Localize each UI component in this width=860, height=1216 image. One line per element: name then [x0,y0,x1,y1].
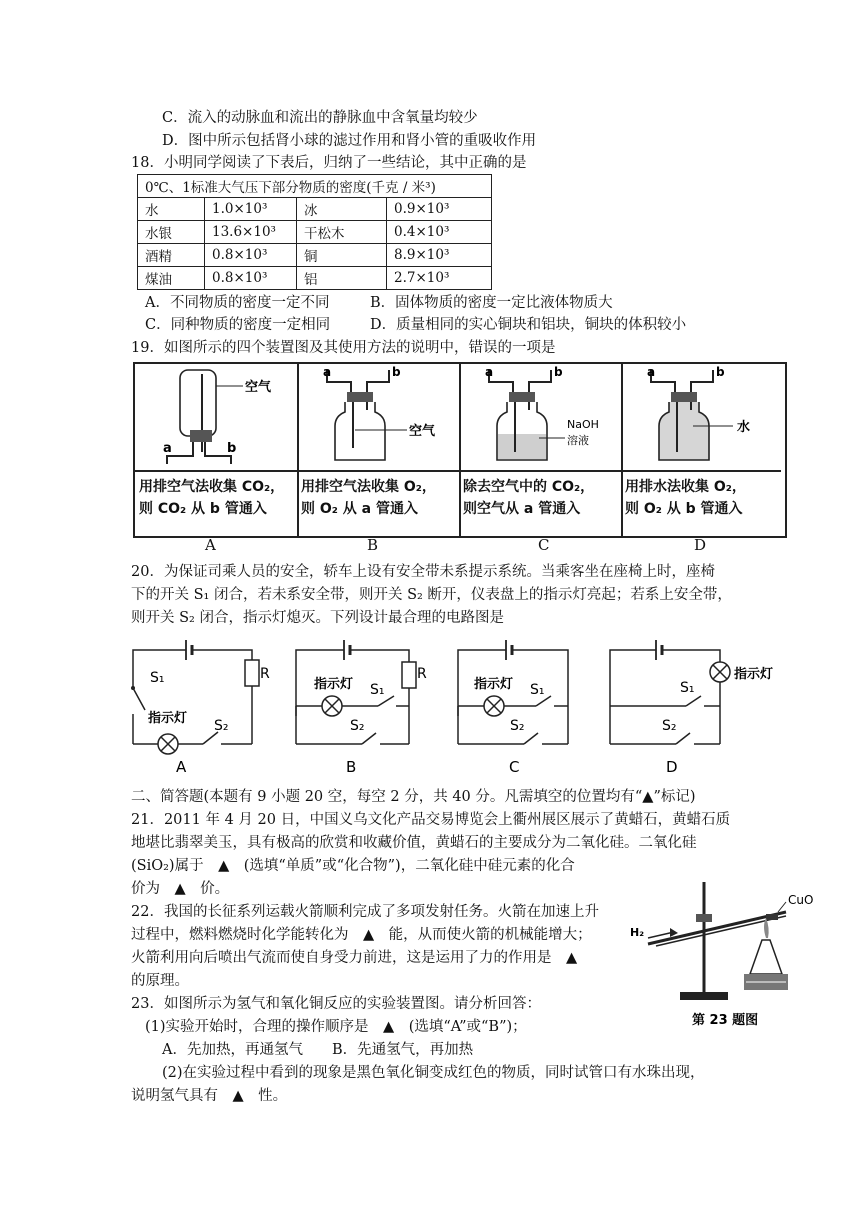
q19-stem: 19．如图所示的四个装置图及其使用方法的说明中，错误的一项是 [131,340,556,356]
panel-caption [139,476,284,520]
table-row [138,244,492,267]
caption-line: 用排空气法收集 CO₂， [139,479,285,495]
caption-line: 则 O₂ 从 a 管通入 [301,501,418,517]
caption-line: 用排水法收集 O₂， [625,479,746,495]
apparatus-panel-c [459,364,623,536]
panel-label-a: A [205,536,216,554]
density-table-title: 0℃、1标准大气压下部分物质的密度(千克 / 米³) [138,175,492,198]
inverted-bottle-diagram [135,364,297,470]
table-cell: 冰 [297,198,387,221]
circuit-label-d: D [666,758,678,776]
panel-caption [625,476,746,520]
s2-label: S₂ [510,718,525,734]
caption-line: 则 O₂ 从 b 管通入 [625,501,743,517]
lamp-label: 指示灯 [474,677,514,692]
tube-b-label: b [554,365,563,379]
q18-option-b: B．固体物质的密度一定比液体物质大 [370,295,613,311]
q21-line-3: (SiO₂)属于 ▲ (选填“单质”或“化合物”)，二氧化硅中硅元素的化合 [131,858,575,874]
q18-stem: 18．小明同学阅读了下表后，归纳了一些结论，其中正确的是 [131,155,527,171]
solution-label: 溶液 [567,434,589,447]
panel-divider [621,470,781,472]
circuit-diagram-a [128,636,283,776]
panel-label-c: C [538,536,550,554]
water-label: 水 [737,420,751,435]
lamp-label: 指示灯 [314,677,354,692]
tube-a-label: a [485,365,494,379]
q21-line-1: 21．2011 年 4 月 20 日，中国义乌文化产品交易博览会上衢州展区展示了黄蜡石，黄蜡石质 [131,812,731,828]
circuit-diagram-c [452,636,582,776]
tube-b-label: b [227,441,237,456]
cuo-label: CuO [788,893,814,907]
r-label: R [260,666,270,682]
caption-line: 用排空气法收集 O₂， [301,479,436,495]
q18-option-d: D．质量相同的实心铜块和铝块，铜块的体积较小 [370,317,687,333]
apparatus-panel-d [621,364,781,536]
q22-line-3: 火箭利用向后喷出气流而使自身受力前进，这是运用了力的作用是 ▲ [131,950,578,966]
caption-line: 则空气从 a 管通入 [463,501,581,517]
h2-label: H₂ [630,926,645,939]
s1-label: S₁ [530,682,545,698]
table-cell: 0.8×10³ [205,267,297,290]
q21-line-2: 地堪比翡翠美玉，具有极高的欣赏和收藏价值，黄蜡石的主要成分为二氧化硅。二氧化硅 [131,835,697,851]
table-cell: 铜 [297,244,387,267]
apparatus-panel-a [135,364,299,536]
q22-line-4: 的原理。 [131,973,189,989]
gas-apparatus-figure [133,362,787,538]
panel-divider [297,470,459,472]
caption-line: 则 CO₂ 从 b 管通入 [139,501,267,517]
s2-label: S₂ [662,718,677,734]
q20-line-3: 则开关 S₂ 闭合，指示灯熄灭。下列设计最合理的电路图是 [131,610,504,626]
tube-a-label: a [323,365,332,379]
table-cell: 干松木 [297,221,387,244]
tube-a-label: a [163,441,172,456]
naoh-bottle-diagram [459,364,621,470]
table-row [138,267,492,290]
water-bottle-diagram [621,364,781,470]
table-cell: 酒精 [138,244,205,267]
tube-b-label: b [716,365,725,379]
table-cell: 8.9×10³ [387,244,492,267]
s1-label: S₁ [680,680,695,696]
hydrogen-reduction-apparatus [626,878,814,1028]
apparatus-panel-b [297,364,461,536]
q23-line-5: 说明氢气具有 ▲ 性。 [131,1088,288,1104]
table-cell: 0.9×10³ [387,198,492,221]
s2-label: S₂ [350,718,365,734]
circuit-label-c: C [509,758,520,776]
circuit-label-a: A [176,758,187,776]
panel-label-d: D [694,536,707,554]
q23-line-3: A．先加热，再通氢气 B．先通氢气，再加热 [162,1042,474,1058]
caption-line: 除去空气中的 CO₂， [463,479,595,495]
panel-caption [301,476,436,520]
table-cell: 0.8×10³ [205,244,297,267]
tube-a-label: a [647,365,656,379]
q17-option-d: D．图中所示包括肾小球的滤过作用和肾小管的重吸收作用 [162,133,537,149]
density-table [137,174,492,290]
table-row [138,221,492,244]
q23-line-4: (2)在实验过程中看到的现象是黑色氧化铜变成红色的物质，同时试管口有水珠出现， [162,1065,705,1081]
air-label: 空气 [245,380,272,395]
bottle-diagram [297,364,459,470]
table-row [138,198,492,221]
tube-b-label: b [392,365,401,379]
figure-caption: 第 23 题图 [692,1013,759,1028]
q22-line-2: 过程中，燃料燃烧时化学能转化为 ▲ 能，从而使火箭的机械能增大； [131,927,592,943]
s1-label: S₁ [150,670,165,686]
table-cell: 1.0×10³ [205,198,297,221]
q17-option-c: C．流入的动脉血和流出的静脉血中含氧量均较少 [162,110,478,126]
panel-label-b: B [367,536,379,554]
table-cell: 13.6×10³ [205,221,297,244]
naoh-label: NaOH [567,418,599,431]
table-cell: 煤油 [138,267,205,290]
s2-label: S₂ [214,718,229,734]
air-label: 空气 [409,424,436,439]
q22-line-1: 22．我国的长征系列运载火箭顺利完成了多项发射任务。火箭在加速上升 [131,904,599,920]
table-cell: 0.4×10³ [387,221,492,244]
table-cell: 铝 [297,267,387,290]
panel-caption [463,476,594,520]
section-2-heading: 二、简答题(本题有 9 小题 20 空，每空 2 分，共 40 分。凡需填空的位置均有“▲”标记) [131,789,696,805]
q21-line-4: 价为 ▲ 价。 [131,881,230,897]
circuit-diagram-b [290,636,440,776]
circuit-diagram-d [604,636,784,776]
q18-option-c: C．同种物质的密度一定相同 [145,317,331,333]
panel-divider [459,470,621,472]
q20-line-2: 下的开关 S₁ 闭合，若未系安全带，则开关 S₂ 断开，仪表盘上的指示灯亮起；若系上安全带， [131,587,732,603]
panel-divider [135,470,297,472]
lamp-label: 指示灯 [148,711,188,726]
table-cell: 水银 [138,221,205,244]
lamp-label: 指示灯 [734,667,774,682]
r-label: R [417,666,427,682]
q23-line-2: (1)实验开始时，合理的操作顺序是 ▲ (选填“A”或“B”)； [145,1019,527,1035]
table-cell: 水 [138,198,205,221]
q20-line-1: 20．为保证司乘人员的安全，轿车上设有安全带未系提示系统。当乘客坐在座椅上时，座椅 [131,564,715,580]
q23-line-1: 23．如图所示为氢气和氧化铜反应的实验装置图。请分析回答： [131,996,541,1012]
q18-option-a: A．不同物质的密度一定不同 [145,295,330,311]
s1-label: S₁ [370,682,385,698]
table-cell: 2.7×10³ [387,267,492,290]
circuit-label-b: B [346,758,357,776]
